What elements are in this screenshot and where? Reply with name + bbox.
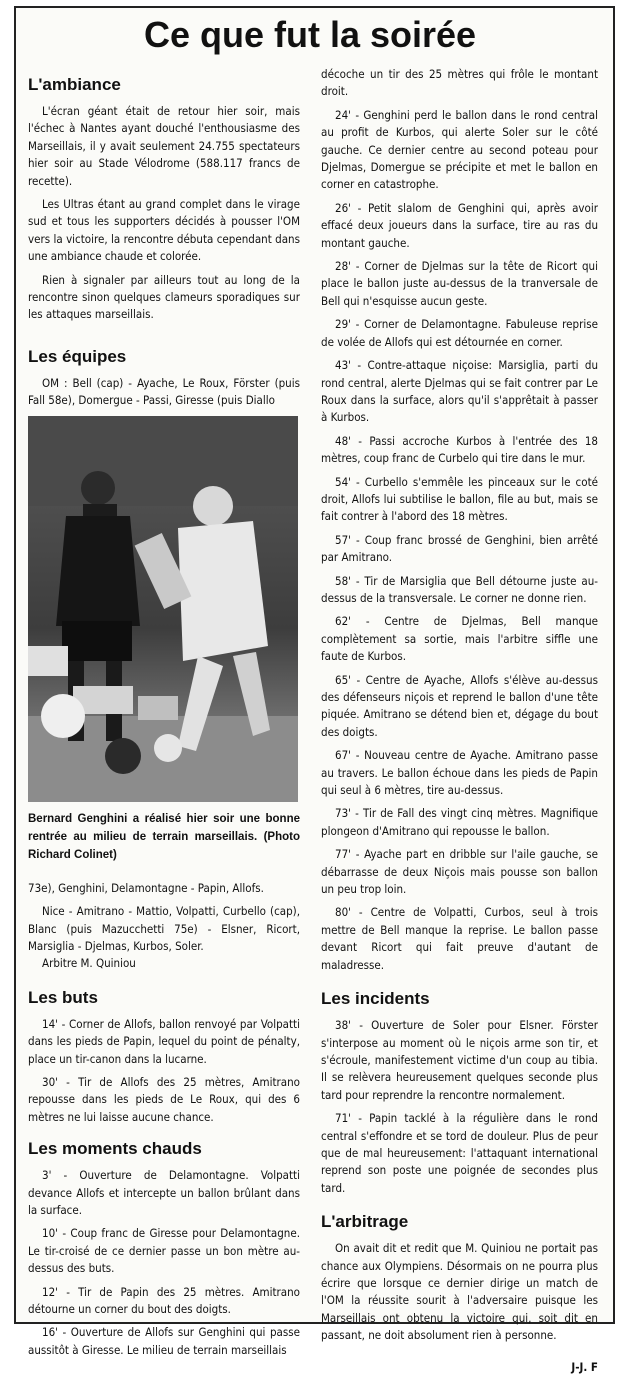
moment-paragraph: 80' - Centre de Volpatti, Curbos, seul à trois mettre de Bell manque la reprise. Le ballon passe devant Ricort qui fait preuve d'autant de maladresse.: [321, 905, 598, 972]
moment-paragraph: 57' - Coup franc brossé de Genghini, bien arrêté par Amitrano.: [321, 532, 598, 565]
goal-paragraph: 30' - Tir de Allofs des 25 mètres, Amitrano repousse dans les pieds de Le Roux, qui des 6 mètres ne lui laisse aucune chance.: [28, 1074, 300, 1124]
moment-continuation: décoche un tir des 25 mètres qui frôle le montant droit.: [321, 67, 598, 99]
incident-paragraph: 38' - Ouverture de Soler pour Elsner. Förster s'interpose au moment où le niçois arme son tir, et s'écroule, manifestement victime d'un coup au tibia. Il se relèvera heureusement quelques seconde plus tard pour reprendre la rencontre normalement.: [321, 1018, 598, 1102]
photo-caption: Bernard Genghini a réalisé hier soir une bonne rentrée au milieu de terrain marseillais. (Photo Richard Colinet): [28, 812, 300, 861]
goal-paragraph: 14' - Corner de Allofs, ballon renvoyé par Volpatti dans les pieds de Papin, lequel du point de pénalty, place un tir-canon dans la lucarne.: [28, 1016, 300, 1066]
moment-paragraph: 73' - Tir de Fall des vingt cinq mètres. Magnifique plongeon d'Amitrano qui repousse le ballon.: [321, 806, 598, 838]
moment-paragraph: 28' - Corner de Djelmas sur la tête de Ricort qui place le ballon juste au-dessus de la tranversale de Bell qui n'esquisse aucun geste.: [321, 259, 598, 308]
team-om: OM : Bell (cap) - Ayache, Le Roux, Förster (puis Fall 58e), Domergue - Passi, Giresse (puis Diallo: [28, 375, 300, 408]
photo-illustration: [28, 416, 298, 802]
ambiance-paragraph: Rien à signaler par ailleurs tout au long de la rencontre sinon quelques clameurs sporadiques sur les attaques marseillais.: [28, 272, 300, 322]
heading-arbitrage: L'arbitrage: [321, 1212, 409, 1232]
heading-moments-chauds: Les moments chauds: [28, 1139, 202, 1159]
ambiance-paragraph: L'écran géant était de retour hier soir, mais l'échec à Nantes ayant douché l'enthousiasme des Marseillais, il y avait seulement 24.755 spectateurs hier soir au Stade Vélodrome (588.117 francs de recette).: [28, 104, 300, 188]
heading-incidents: Les incidents: [321, 989, 430, 1009]
heading-ambiance: L'ambiance: [28, 75, 121, 94]
moment-paragraph: 65' - Centre de Ayache, Allofs s'élève au-dessus des défenseurs niçois et reprend le ballon d'une tête piquée. Amitrano se détend bien et, dégage du bout des doigts.: [321, 672, 598, 739]
moment-paragraph: 77' - Ayache part en dribble sur l'aile gauche, se débarrasse de deux Niçois mais pousse son ballon un peu trop loin.: [321, 847, 598, 897]
team-nice: Nice - Amitrano - Mattio, Volpatti, Curbello (cap), Blanc (puis Mazucchetti 75e) - Elsner, Ricort, Marsiglia - Djelmas, Kurbos, Soler.: [28, 904, 300, 953]
ambiance-paragraph: Les Ultras étant au grand complet dans le virage sud et tous les supporters décidés à pousser l'OM vers la victoire, la rencontre débuta cependant dans une ambiance chaude et colorée.: [28, 197, 300, 264]
heading-buts: Les buts: [28, 987, 98, 1007]
match-photo: [28, 416, 298, 802]
team-om-continued: 73e), Genghini, Delamontagne - Papin, Allofs.: [28, 880, 264, 895]
moment-paragraph: 26' - Petit slalom de Genghini qui, après avoir effacé deux joueurs dans la surface, tire au ras du montant gauche.: [321, 200, 598, 250]
moment-paragraph: 58' - Tir de Marsiglia que Bell détourne juste au-dessus de la transversale. Le corner ne donne rien.: [321, 573, 598, 605]
moment-paragraph: 3' - Ouverture de Delamontagne. Volpatti devance Allofs et intercepte un ballon brûlant dans la surface.: [28, 1168, 300, 1217]
moment-paragraph: 12' - Tir de Papin des 25 mètres. Amitrano détourne un corner du bout des doigts.: [28, 1284, 300, 1316]
heading-equipes: Les équipes: [28, 346, 127, 366]
moment-paragraph: 48' - Passi accroche Kurbos à l'entrée des 18 mètres, coup franc de Curbelo qui tire dans le mur.: [321, 433, 598, 466]
moment-paragraph: 16' - Ouverture de Allofs sur Genghini qui passe aussitôt à Giresse. Le milieu de terrain marseillais: [28, 1325, 300, 1357]
left-column: [28, 66, 300, 1365]
referee-line: Arbitre M. Quiniou: [42, 956, 136, 971]
right-column: [321, 66, 598, 1376]
moment-paragraph: 10' - Coup franc de Giresse pour Delamontagne. Le tir-croisé de ce dernier passe un bon mètre au-dessus des buts.: [28, 1226, 300, 1276]
article-title: Ce que fut la soirée: [143, 14, 477, 55]
moment-paragraph: 29' - Corner de Delamontagne. Fabuleuse reprise de volée de Allofs qui est détournée en corner.: [321, 317, 598, 349]
moment-paragraph: 67' - Nouveau centre de Ayache. Amitrano passe au travers. Le ballon échoue dans les pieds de Papin qui seul à 6 mètres, tire au-dessus.: [321, 748, 598, 798]
moment-paragraph: 24' - Genghini perd le ballon dans le rond central au profit de Kurbos, qui alerte Soler sur le côté gauche. Ce dernier centre au second poteau pour Djelmas, Domergue se précipite et met le ballon en corner en catastrophe.: [321, 107, 598, 192]
moment-paragraph: 54' - Curbello s'emmêle les pinceaux sur le coté droit, Allofs lui subtilise le ballon, file au but, mais se fait contrer à l'abord des 18 mètres.: [321, 474, 598, 524]
moment-paragraph: 62' - Centre de Djelmas, Bell manque complètement sa sortie, mais l'arbitre siffle une faute de Kurbos.: [321, 614, 598, 664]
author-signature: J-J. F: [571, 1359, 598, 1374]
incident-paragraph: 71' - Papin tacklé à la régulière dans le rond central s'effondre et se tord de douleur. Plus de peur que de mal heureusement: l'attaquant international reprend son poste une poignée de secondes plus tard.: [321, 1111, 598, 1195]
moment-paragraph: 43' - Contre-attaque niçoise: Marsiglia, parti du rond central, alerte Djelmas qui se fait contrer par Le Roux dans la surface, alors qu'il s'apprêtait à passer à Kurbos.: [321, 358, 598, 425]
arbitrage-paragraph: On avait dit et redit que M. Quiniou ne portait pas chance aux Olympiens. Désormais on ne pourra plus écrire que lorsque ce dernier dirige un match de l'OM la réussite sourit à l'adversaire puisque les Marseillais ont obtenu la victoire qui, soit dit en passant, ne doit absolument rien à personne.: [321, 1241, 598, 1343]
